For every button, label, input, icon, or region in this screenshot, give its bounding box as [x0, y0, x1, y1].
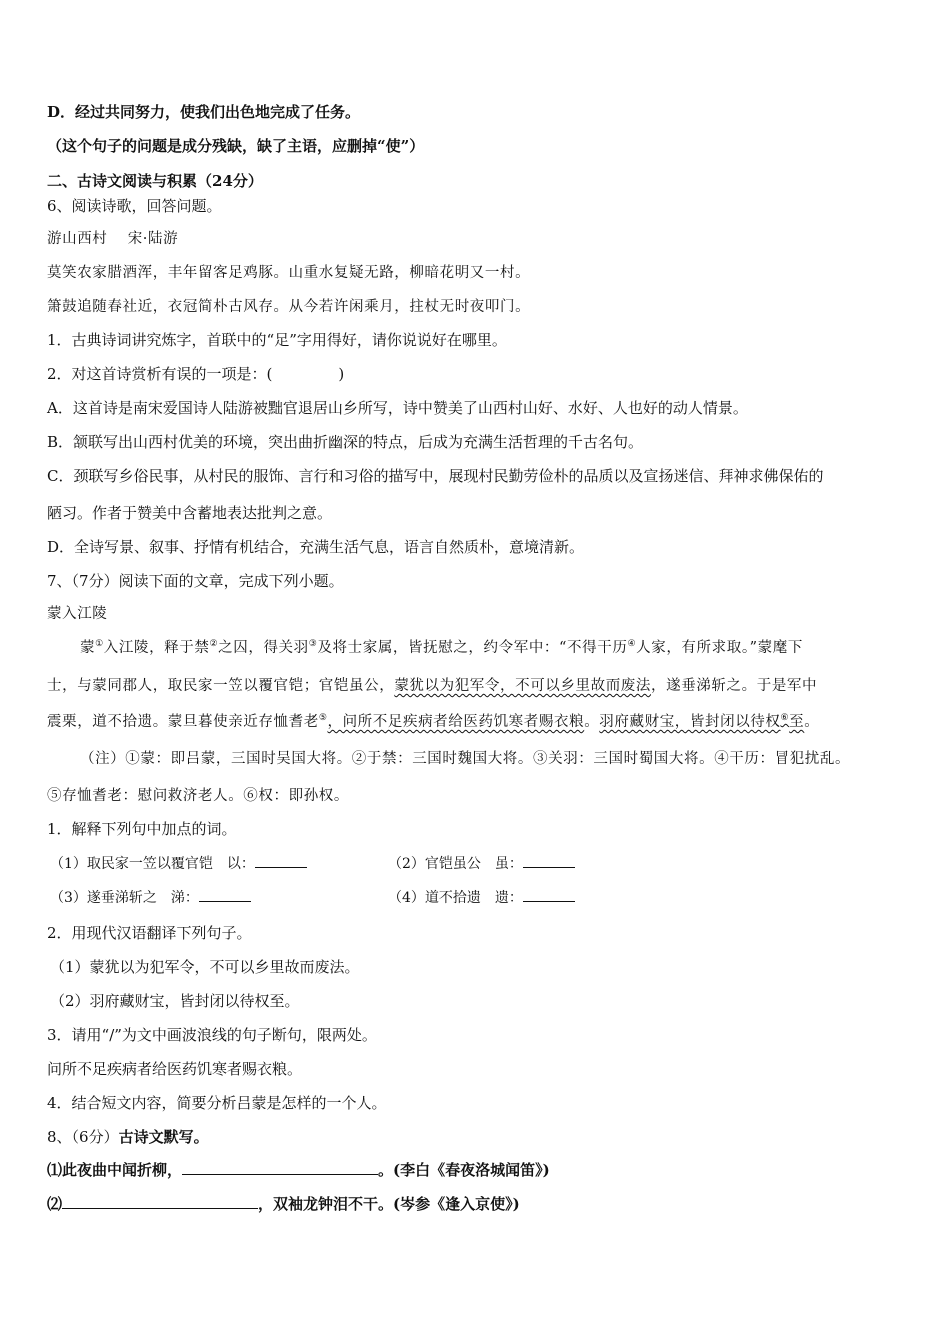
q8-line-1: ⑴此夜曲中闻折柳， 。(李白《春夜洛城闻笛》) — [47, 1161, 550, 1179]
word-4: （4）道不拾遗 遗： — [388, 887, 575, 908]
q6-option-c-line2: 陋习。作者于赞美中含蓄地表达批判之意。 — [47, 504, 333, 522]
q6-option-d: D．全诗写景、叙事、抒情有机结合，充满生活气息，语言自然质朴，意境清新。 — [47, 538, 585, 556]
passage-line-1: 蒙①入江陵，释于禁②之囚，得关羽③及将士家属，皆抚慰之，约令军中：“不得干历④人家，有所求取。”蒙麾下 — [80, 639, 803, 656]
q6-option-b: B．颔联写出山西村优美的环境，突出曲折幽深的特点，后成为充满生活哲理的千古名句。 — [47, 433, 644, 451]
passage-title: 蒙入江陵 — [47, 606, 108, 622]
notes-line-2: ⑤存恤耆老：慰问救济老人。⑥权：即孙权。 — [47, 788, 349, 804]
option-d-note: （这个句子的问题是成分残缺，缺了主语，应删掉“使”） — [47, 137, 425, 155]
q6-sub1: 1．古典诗词讲究炼字，首联中的“足”字用得好，请你说说好在哪里。 — [47, 331, 507, 349]
q8-stem: 8、（6分）古诗文默写。 — [47, 1128, 209, 1146]
q7-sub2: 2．用现代汉语翻译下列句子。 — [47, 924, 252, 942]
q6-sub2-prefix: 2．对这首诗赏析有误的一项是：( — [47, 365, 273, 383]
answer-blank[interactable] — [199, 887, 251, 902]
q6-option-c-line1: C．颈联写乡俗民事，从村民的服饰、言行和习俗的描写中，展现村民勤劳俭朴的品质以及宣扬迷信、拜神求佛保佑的 — [47, 467, 824, 485]
translate-2: （2）羽府藏财宝，皆封闭以待权至。 — [50, 992, 300, 1010]
q7-sub4: 4．结合短文内容，简要分析吕蒙是怎样的一个人。 — [47, 1094, 387, 1112]
q6-sub2-suffix: ) — [338, 365, 345, 383]
word-1: （1）取民家一笠以覆官铠 以： — [50, 853, 307, 874]
q8-line-2: ⑵ ，双袖龙钟泪不干。(岑参《逢入京使》) — [47, 1195, 520, 1213]
section-2-title: 二、古诗文阅读与积累（24分） — [47, 172, 263, 190]
passage-line-2: 士，与蒙同郡人，取民家一笠以覆官铠；官铠虽公，蒙犹以为犯军令，不可以乡里故而废法，遂垂涕斩之。于是军中 — [47, 678, 818, 694]
answer-blank[interactable] — [182, 1160, 378, 1175]
q6-option-a: A．这首诗是南宋爱国诗人陆游被黜官退居山乡所写，诗中赞美了山西村山好、水好、人也好的动人情景。 — [47, 399, 748, 417]
q7-sub1: 1．解释下列句中加点的词。 — [47, 820, 237, 838]
notes-line-1: （注）①蒙：即吕蒙，三国时吴国大将。②于禁：三国时魏国大将。③关羽：三国时蜀国大将。④干历：冒犯扰乱。 — [80, 751, 851, 767]
poem-line-2: 箫鼓追随春社近，衣冠简朴古风存。从今若许闲乘月，拄杖无时夜叩门。 — [47, 299, 531, 315]
q6-sub2 — [47, 364, 344, 384]
wavy-underlined-sentence: ，问所不足疾病者给医药饥寒者赐衣粮 — [327, 714, 585, 730]
answer-blank[interactable] — [523, 853, 575, 868]
word-2: （2）官铠虽公 虽： — [388, 853, 575, 874]
word-3: （3）遂垂涕斩之 涕： — [50, 887, 251, 908]
poem-line-1: 莫笑农家腊酒浑，丰年留客足鸡豚。山重水复疑无路，柳暗花明又一村。 — [47, 265, 531, 281]
passage-line-3: 震栗，道不拾遗。蒙旦暮使亲近存恤耆老⑤，问所不足疾病者给医药饥寒者赐衣粮。羽府藏财宝，皆封闭以待权⑥至。 — [47, 713, 820, 730]
q6-stem: 6、阅读诗歌，回答问题。 — [47, 197, 222, 215]
answer-blank[interactable] — [62, 1194, 258, 1209]
q7-sub3-sentence: 问所不足疾病者给医药饥寒者赐衣粮。 — [47, 1060, 303, 1078]
q7-stem: 7、（7分）阅读下面的文章，完成下列小题。 — [47, 572, 344, 590]
answer-blank[interactable] — [255, 853, 307, 868]
translate-1: （1）蒙犹以为犯军令，不可以乡里故而废法。 — [50, 958, 360, 976]
wavy-underlined-sentence: 蒙犹以为犯军令，不可以乡里故而废法 — [394, 678, 652, 694]
poem-title: 游山西村 宋·陆游 — [47, 231, 179, 247]
underlined-sentence: 羽府藏财宝，皆封闭以待权 — [599, 714, 781, 730]
q7-sub3: 3．请用“/”为文中画波浪线的句子断句，限两处。 — [47, 1026, 377, 1044]
answer-blank[interactable] — [523, 887, 575, 902]
option-d-text: D．经过共同努力，使我们出色地完成了任务。 — [47, 103, 361, 121]
